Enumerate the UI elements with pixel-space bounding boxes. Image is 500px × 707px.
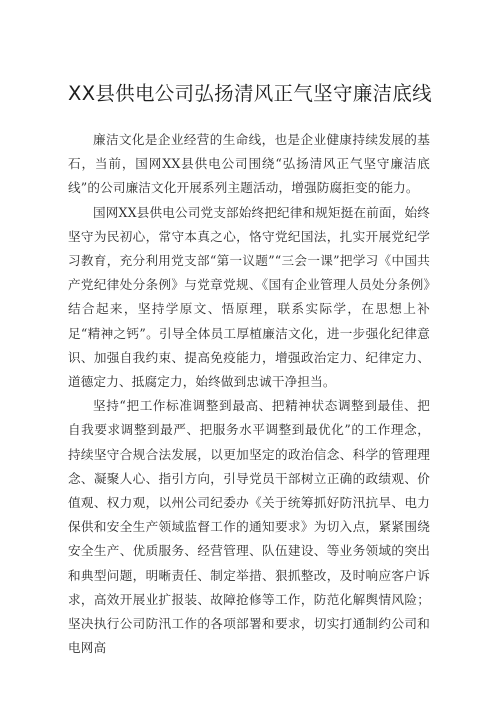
paragraph-3: 坚持“把工作标准调整到最高、把精神状态调整到最佳、把自我要求调整到最严、把服务水平调整到最优化”的工作理念，持续坚守合规合法发展，以更加坚定的政治信念、科学的管理理念、凝聚人心、指引方向，引导党员干部树立正确的政绩观、价值观、权力观，以州公司纪委办《关于统筹抓好防汛抗旱、电力保供和安全生产领域监督工作的通知要求》为切入点，紧紧围绕安全生产、优质服务、经营管理、队伍建设、等业务领域的突出和典型问题，明晰责任、制定举措、狠抓整改，及时响应客户诉求，高效开展业扩报装、故障抢修等工作，防范化解舆情风险；坚决执行公司防汛工作的各项部署和要求，切实打通制约公司和电网高 [68, 398, 430, 656]
paragraph-2: 国网XX县供电公司党支部始终把纪律和规矩挺在前面，始终坚守为民初心，常守本真之心，恪守党纪国法，扎实开展党纪学习教育，充分利用党支部“第一议题”“三会一课”把学习《中国共产党纪律处分条例》与党章党规、《国有企业管理人员处分条例》结合起来，坚持学原文、悟原理，联系实际学，在思想上补足“精神之钙”。引导全体员工厚植廉洁文化，进一步强化纪律意识、加强自我约束、提高免疫能力，增强政治定力、纪律定力、道德定力、抵腐定力，始终做到忠诚干净担当。 [68, 204, 430, 390]
paragraph-1: 廉洁文化是企业经营的生命线，也是企业健康持续发展的基石，当前，国网XX县供电公司围绕“弘扬清风正气坚守廉洁底线”的公司廉洁文化开展系列主题活动，增强防腐拒变的能力。 [68, 132, 430, 196]
document-title: XX县供电公司弘扬清风正气坚守廉洁底线 [68, 82, 432, 105]
document-body [68, 128, 430, 660]
